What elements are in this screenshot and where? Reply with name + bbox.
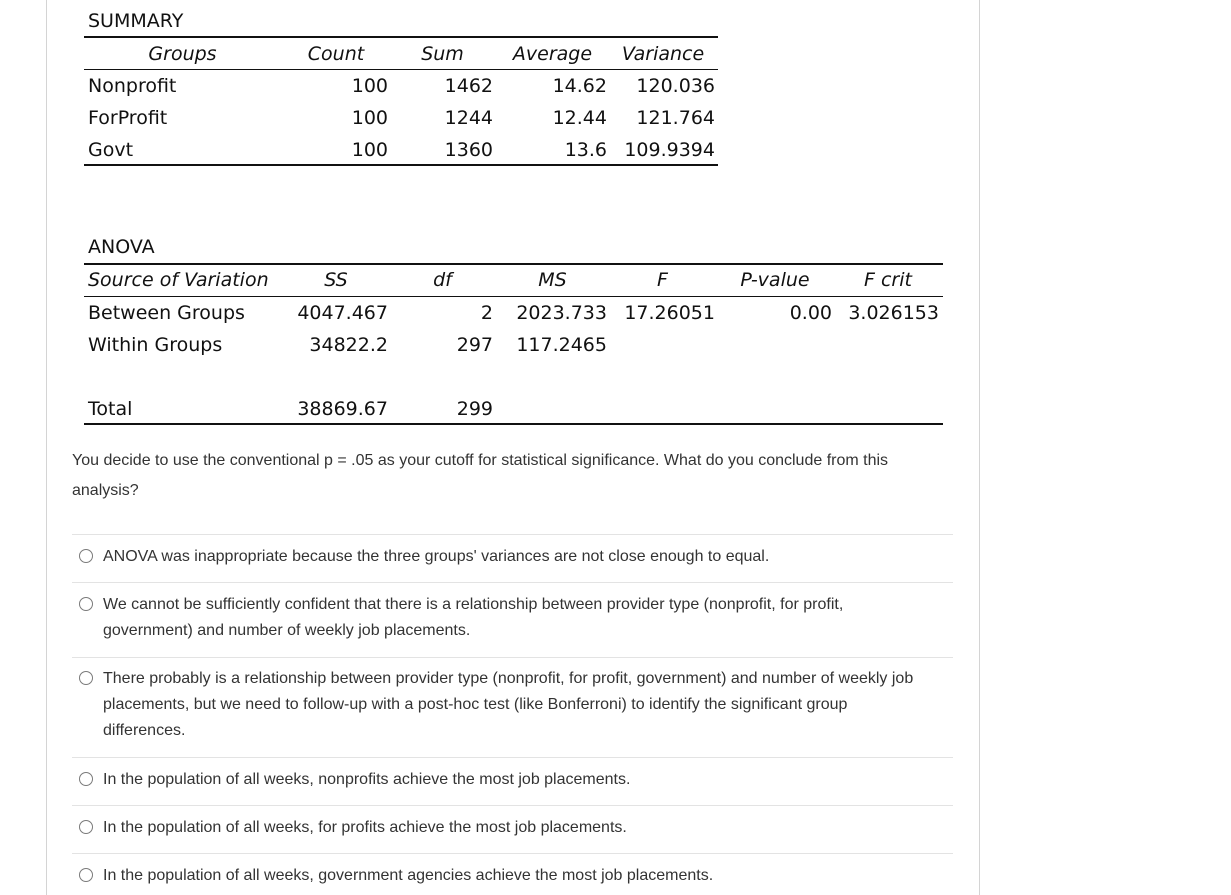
anova-header-pvalue: P-value [740, 269, 810, 291]
anova-between-label: Between Groups [88, 302, 245, 324]
table-row-sum: 1244 [444, 107, 493, 129]
radio-button[interactable] [79, 772, 93, 786]
anova-header-source: Source of Variation [88, 269, 269, 291]
option-divider [72, 534, 953, 535]
anova-between-fcrit: 3.026153 [848, 302, 939, 324]
option-divider [72, 757, 953, 758]
answer-option[interactable] [79, 592, 939, 644]
anova-top-rule [84, 263, 943, 265]
table-row-sum: 1360 [444, 139, 493, 161]
anova-between-df: 2 [480, 302, 493, 324]
anova-within-ss: 34822.2 [309, 334, 388, 356]
answer-option-label: There probably is a relationship between provider type (nonprofit, for profit, government) and number of weekly job placements, but we need to follow-up with a post-hoc test (like Bonferroni) to identify the significant group differences. [103, 670, 914, 739]
answer-option-label: We cannot be sufficiently confident that there is a relationship between provider type (nonprofit, for profit, government) and number of weekly job placements. [103, 596, 844, 639]
answer-option-label: In the population of all weeks, government agencies achieve the most job placements. [103, 867, 714, 884]
summary-header-sum: Sum [421, 43, 464, 65]
anova-header-rule [84, 296, 943, 297]
anova-header-ss: SS [324, 269, 348, 291]
question-text: You decide to use the conventional p = .05 as your cutoff for statistical significance. What do you conclude from this analysis? [72, 452, 889, 499]
answer-option[interactable] [79, 767, 939, 793]
answer-option-label: In the population of all weeks, for profits achieve the most job placements. [103, 819, 627, 836]
table-row-count: 100 [351, 107, 388, 129]
summary-header-variance: Variance [621, 43, 705, 65]
answer-option[interactable] [79, 815, 939, 841]
summary-header-count: Count [307, 43, 365, 65]
anova-header-f: F [657, 269, 668, 291]
radio-button[interactable] [79, 820, 93, 834]
table-row-group: Govt [88, 139, 134, 161]
summary-title: SUMMARY [88, 10, 184, 32]
anova-within-df: 297 [456, 334, 493, 356]
answer-option[interactable] [79, 666, 939, 744]
table-row-average: 14.62 [552, 75, 607, 97]
anova-within-ms: 117.2465 [516, 334, 607, 356]
summary-bottom-rule [84, 164, 718, 166]
option-divider [72, 582, 953, 583]
table-row-sum: 1462 [444, 75, 493, 97]
radio-button[interactable] [79, 671, 93, 685]
anova-between-pvalue: 0.00 [789, 302, 832, 324]
table-row-count: 100 [351, 75, 388, 97]
anova-header-df: df [433, 269, 452, 291]
summary-top-rule [84, 36, 718, 38]
answer-option[interactable] [79, 544, 939, 570]
anova-total-label: Total [88, 398, 133, 420]
answer-option-label: In the population of all weeks, nonprofits achieve the most job placements. [103, 771, 631, 788]
radio-button[interactable] [79, 549, 93, 563]
table-row-group: Nonprofit [88, 75, 177, 97]
table-row-count: 100 [351, 139, 388, 161]
answer-option-label: ANOVA was inappropriate because the three groups' variances are not close enough to equal. [103, 548, 770, 565]
answer-option[interactable] [79, 863, 939, 889]
table-row-average: 12.44 [552, 107, 607, 129]
anova-header-ms: MS [538, 269, 567, 291]
anova-within-label: Within Groups [88, 334, 223, 356]
anova-total-df: 299 [456, 398, 493, 420]
table-row-group: ForProfit [88, 107, 168, 129]
table-row-variance: 121.764 [636, 107, 715, 129]
anova-between-ms: 2023.733 [516, 302, 607, 324]
anova-header-fcrit: F crit [864, 269, 912, 291]
table-row-variance: 109.9394 [624, 139, 715, 161]
option-divider [72, 805, 953, 806]
radio-button[interactable] [79, 597, 93, 611]
table-row-variance: 120.036 [636, 75, 715, 97]
summary-header-rule [84, 69, 718, 70]
anova-bottom-rule [84, 423, 943, 425]
table-row-average: 13.6 [564, 139, 607, 161]
summary-header-average: Average [512, 43, 593, 65]
option-divider [72, 853, 953, 854]
summary-header-groups: Groups [148, 43, 217, 65]
option-divider [72, 657, 953, 658]
radio-button[interactable] [79, 868, 93, 882]
anova-between-ss: 4047.467 [297, 302, 388, 324]
anova-title: ANOVA [88, 236, 155, 258]
anova-between-f: 17.26051 [624, 302, 715, 324]
anova-total-ss: 38869.67 [297, 398, 388, 420]
